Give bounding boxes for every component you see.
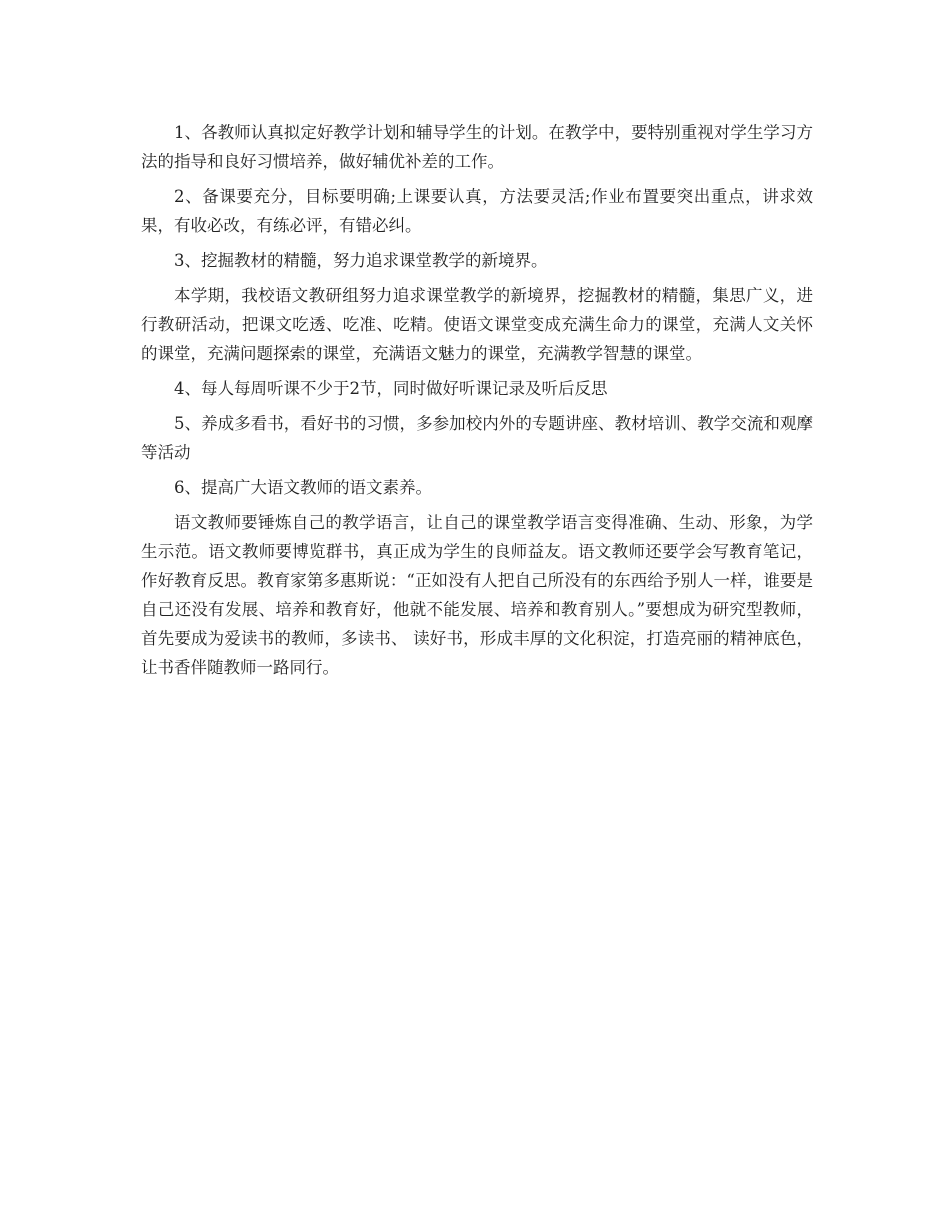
paragraph-1: 1、各教师认真拟定好教学计划和辅导学生的计划。在教学中，要特别重视对学生学习方法的指导和良好习惯培养，做好辅优补差的工作。 [141, 123, 813, 171]
paragraph-3: 3、挖掘教材的精髓，努力追求课堂教学的新境界。 [174, 251, 548, 270]
paragraph-4: 本学期，我校语文教研组努力追求课堂教学的新境界，挖掘教材的精髓，集思广义，进行教研活动，把课文吃透、吃准、吃精。使语文课堂变成充满生命力的课堂，充满人文关怀的课堂，充满问题探索的课堂，充满语文魅力的课堂，充满教学智慧的课堂。 [141, 286, 813, 363]
paragraph-2: 2、备课要充分，目标要明确;上课要认真，方法要灵活;作业布置要突出重点，讲求效果，有收必改，有练必评，有错必纠。 [141, 187, 813, 235]
paragraph-6: 5、养成多看书，看好书的习惯，多参加校内外的专题讲座、教材培训、教学交流和观摩等活动 [141, 414, 813, 462]
paragraph-5: 4、每人每周听课不少于2节，同时做好听课记录及听后反思 [174, 379, 608, 398]
paragraph-8: 语文教师要锤炼自己的教学语言，让自己的课堂教学语言变得准确、生动、形象，为学生示范。语文教师要博览群书，真正成为学生的良师益友。语文教师还要学会写教育笔记，作好教育反思。教育家第多惠斯说：“正如没有人把自己所没有的东西给予别人一样，谁要是自己还没有发展、培养和教育好，他就不能发展、培养和教育别人。”要想成为研究型教师，首先要成为爱读书的教师，多读书、 读好书，形成丰厚的文化积淀，打造亮丽的精神底色，让书香伴随教师一路同行。 [141, 513, 813, 677]
document-body [141, 118, 813, 688]
paragraph-7: 6、提高广大语文教师的语文素养。 [174, 478, 432, 497]
